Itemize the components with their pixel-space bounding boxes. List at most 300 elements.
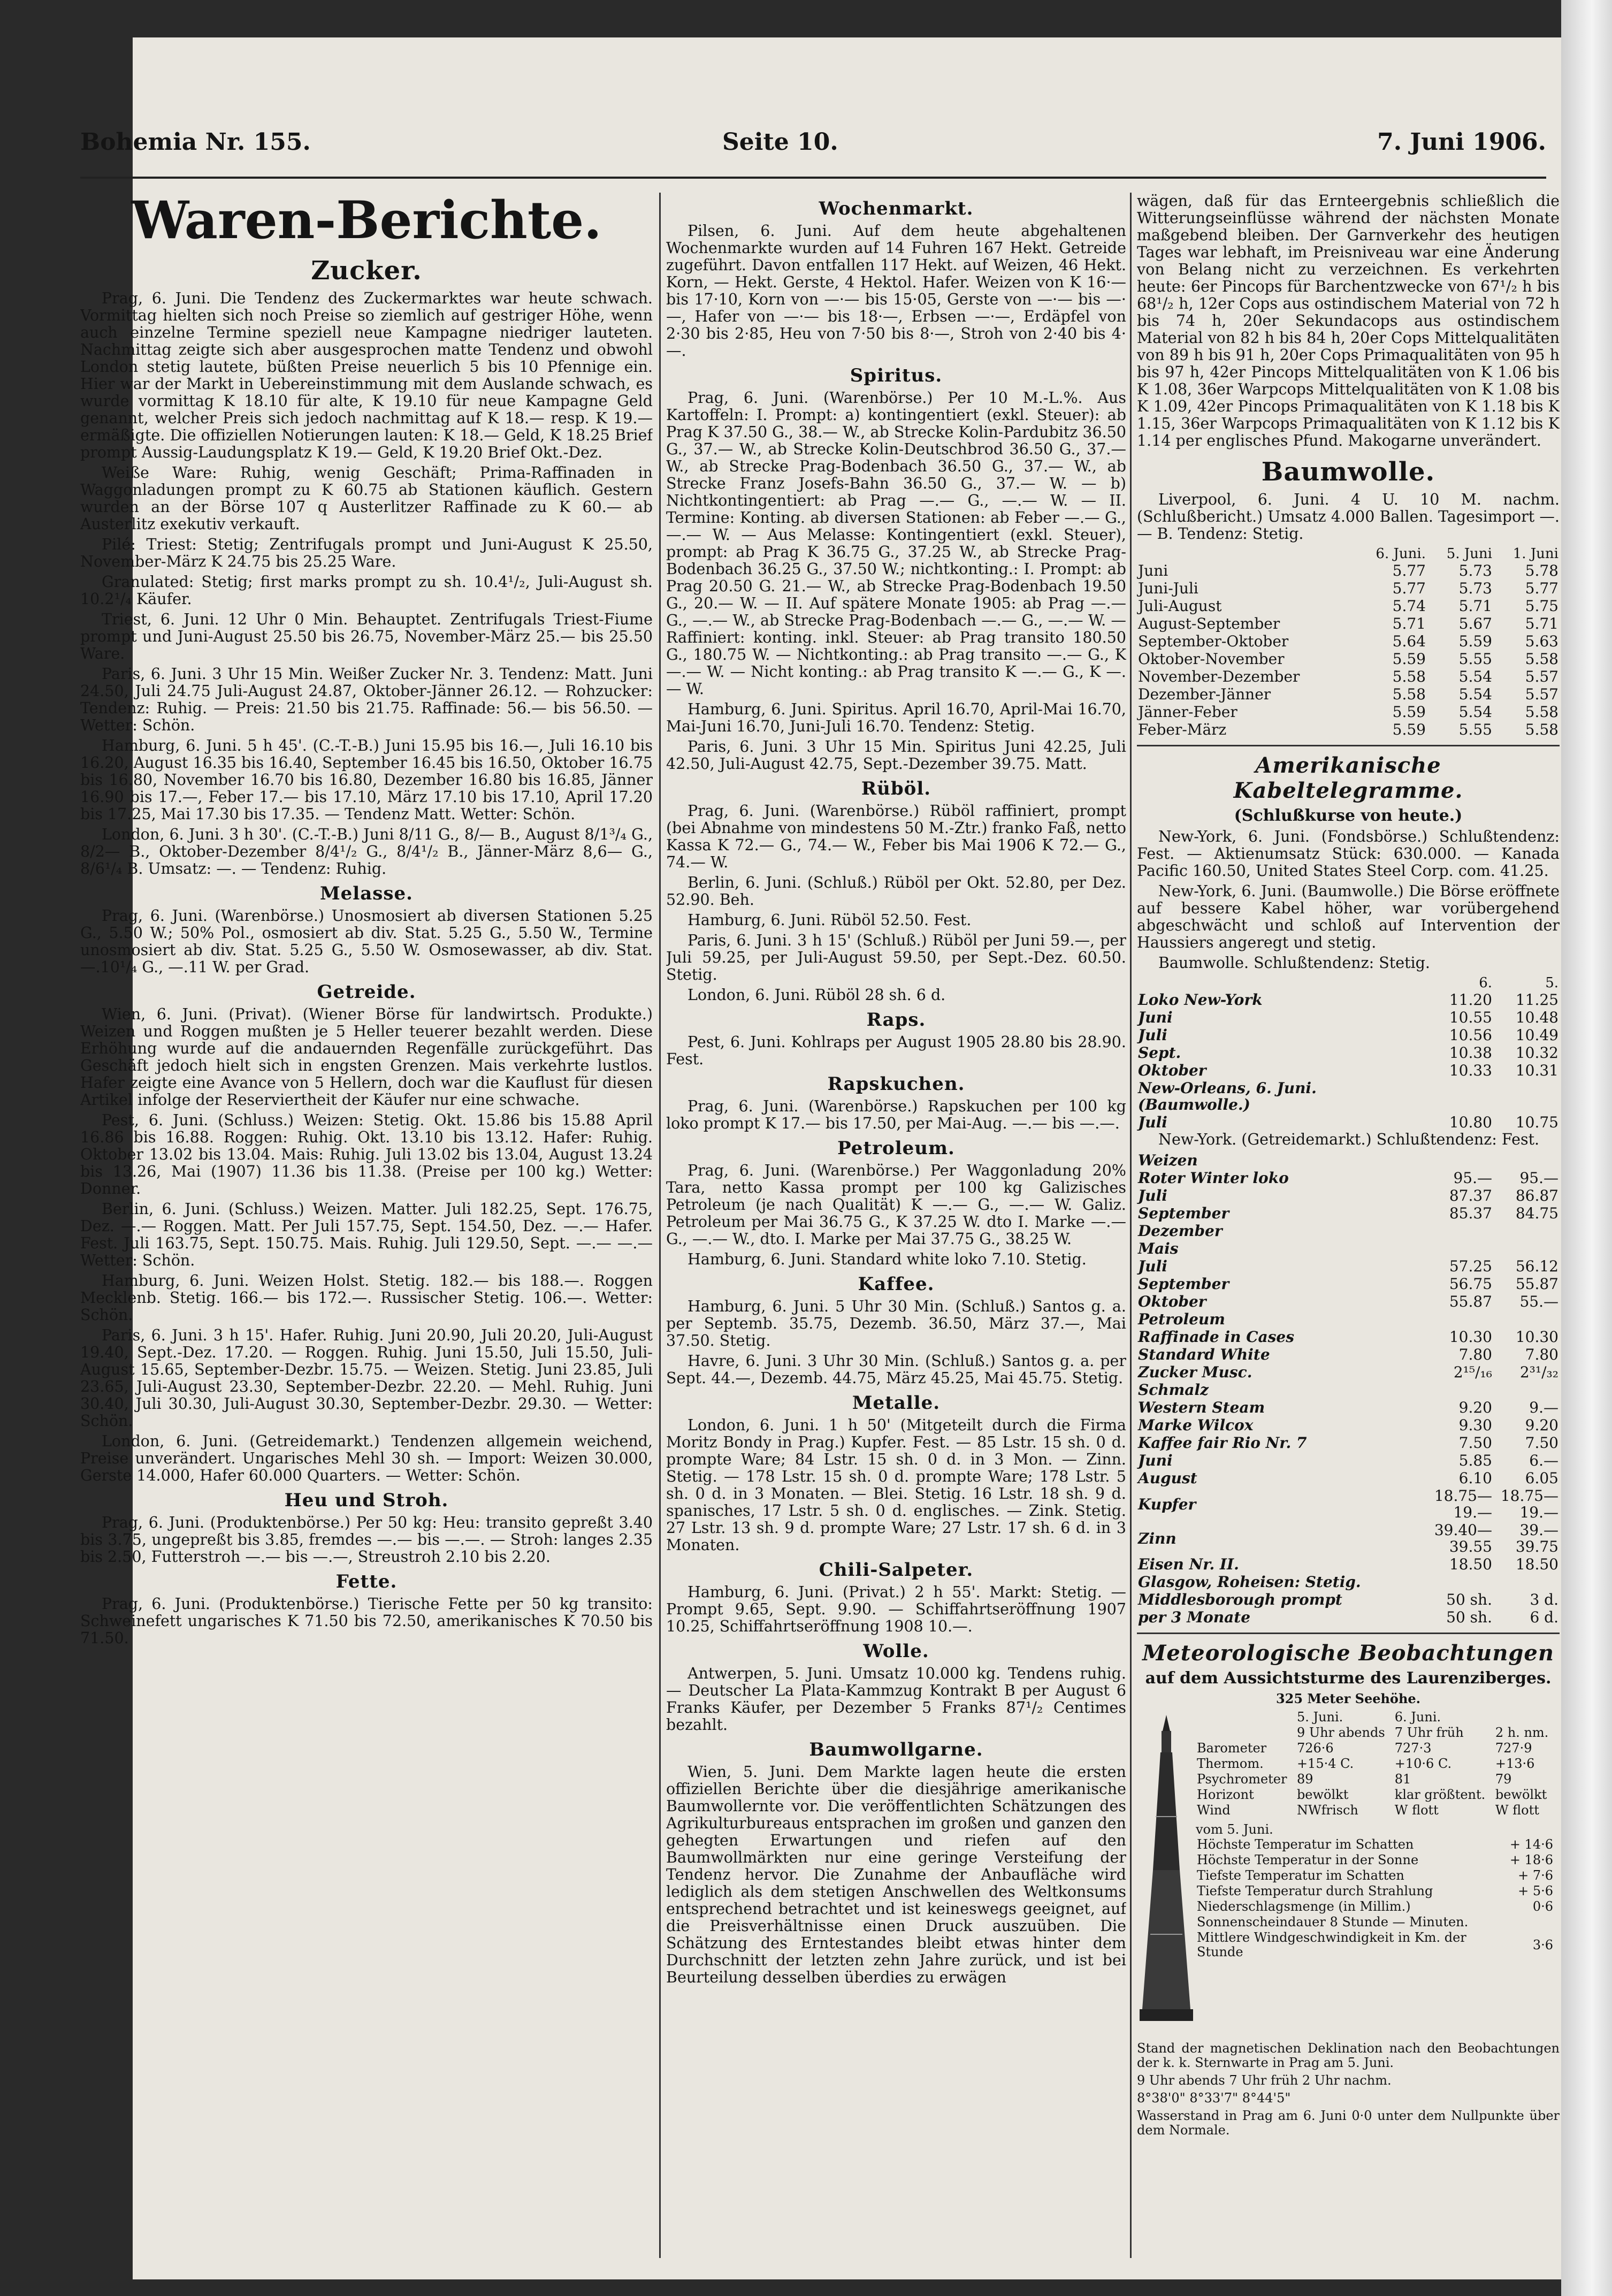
- article-paragraph: Antwerpen, 5. Juni. Umsatz 10.000 kg. Tendens ruhig. — Deutscher La Plata-Kammzug Kontrakt B per August 6 Franks Käufer, per Dezember 5 Franks 87¹/₂ Centimes bezahlt.: [666, 1665, 1126, 1734]
- article-paragraph: London, 6. Juni. 3 h 30'. (C.-T.-B.) Juni 8/11 G., 8/— B., August 8/1³/₄ G., 8/2— B., Oktober-Dezember 8/4¹/₂ G., 8/4¹/₂ B., Jänner-März 8,6— G., 8/6¹/₄ B. Umsatz: —. — Tendenz: Ruhig.: [80, 826, 653, 878]
- table-header: 1. Juni: [1512, 546, 1558, 562]
- table-row: [1137, 685, 1560, 703]
- table-cell: Tiefste Temperatur im Schatten: [1197, 1868, 1404, 1883]
- table-row: [1137, 1608, 1560, 1626]
- table-cell: 95.—: [1453, 1169, 1492, 1187]
- table-cell: 727·9: [1495, 1741, 1532, 1756]
- table-row: [1137, 1026, 1560, 1044]
- table-cell: 9.30: [1458, 1416, 1492, 1434]
- section-petroleum: Petroleum.: [837, 1138, 955, 1159]
- table-cell: 5.55: [1458, 650, 1492, 668]
- masthead: Waren-Berichte.: [131, 193, 602, 250]
- table-row: [1137, 721, 1560, 738]
- table-cell: bewölkt: [1495, 1787, 1547, 1802]
- section-wochenmarkt: Wochenmarkt.: [819, 198, 974, 219]
- table-row: [1137, 615, 1560, 632]
- table-cell: + 5·6: [1518, 1883, 1553, 1898]
- weather-panel: [1137, 1710, 1560, 2041]
- table-cell: Juli-August: [1138, 597, 1222, 615]
- met-col: 2 h. nm.: [1495, 1725, 1549, 1740]
- table-cell: 10.56: [1449, 1026, 1492, 1044]
- table-cell: Oktober: [1138, 1293, 1206, 1310]
- table-cell: Glasgow, Roheisen: Stetig.: [1138, 1573, 1361, 1591]
- article-paragraph: New-York. (Getreidemarkt.) Schlußtendenz: Fest.: [1158, 1131, 1540, 1148]
- table-row: [1137, 579, 1560, 597]
- table-row: [1196, 1852, 1554, 1868]
- table-row: [1137, 1222, 1560, 1240]
- met-footnote: 8°38'0" 8°33'7" 8°44'5": [1137, 2091, 1291, 2106]
- table-cell: 7.50: [1525, 1434, 1558, 1452]
- met-col: 5. Juni.: [1296, 1710, 1343, 1725]
- table-row: [1137, 1363, 1560, 1381]
- table-cell: [1493, 1381, 1560, 1399]
- table-cell: 50 sh.: [1446, 1608, 1492, 1626]
- table-cell: Zucker Musc.: [1138, 1363, 1252, 1381]
- scan-edge: [1561, 0, 1612, 2296]
- table-cell: 5.57: [1525, 668, 1558, 685]
- table-cell: Schmalz: [1138, 1381, 1209, 1399]
- table-row: [1137, 1555, 1560, 1573]
- section-melasse: Melasse.: [320, 883, 413, 904]
- article-paragraph: Paris, 6. Juni. 3 Uhr 15 Min. Weißer Zucker Nr. 3. Tendenz: Matt. Juni 24.50, Juli 24.75 Juli-August 24.87, Oktober-Jänner 26.12. — Rohzucker: Tendenz: Ruhig. — Preis: 21.50 bis 21.75. Raffinade: 56.— bis 56.50. — Wetter: Schön.: [80, 665, 653, 734]
- article-paragraph: Wien, 6. Juni. (Privat). (Wiener Börse für landwirtsch. Produkte.) Weizen und Roggen mußten je 5 Heller teuerer bezahlt werden. Diese Erhöhung wurde auf die andauernden Regenfälle zurückgeführt. Das Geschäft jedoch hielt sich in engsten Grenzen. Mais verkehrte lustlos. Hafer zeigte eine Avance von 5 Hellern, doch war die Kauflust für diesen Artikel infolge der Reserviertheit der Käufer nur eine schwache.: [80, 1005, 653, 1109]
- article-paragraph: Pest, 6. Juni. Kohlraps per August 1905 28.80 bis 28.90. Fest.: [666, 1033, 1126, 1068]
- table-row: [1137, 1591, 1560, 1608]
- table-cell: [1427, 1079, 1493, 1113]
- section-baumwolle: Baumwolle.: [1261, 457, 1435, 487]
- table-cell: 79: [1495, 1772, 1512, 1787]
- table-cell: 5.58: [1525, 650, 1558, 668]
- table-cell: [1493, 1310, 1560, 1328]
- table-cell: Barometer: [1197, 1741, 1267, 1756]
- section-rule: [1137, 1633, 1560, 1634]
- table-cell: Niederschlagsmenge (in Millim.): [1197, 1899, 1411, 1914]
- table-cell: 7.50: [1458, 1434, 1492, 1452]
- header-rule: [80, 177, 1546, 179]
- table-row: [1137, 1240, 1560, 1257]
- table-row: [1196, 1772, 1554, 1787]
- section-rueboel: Rüböl.: [861, 778, 931, 799]
- table-cell: 81: [1394, 1772, 1411, 1787]
- baumwolle-table: [1137, 546, 1560, 738]
- table-cell: 726·6: [1296, 1741, 1334, 1756]
- table-cell: 56.75: [1449, 1275, 1492, 1293]
- section-heu: Heu und Stroh.: [284, 1490, 449, 1511]
- table-cell: Sept.: [1138, 1044, 1181, 1062]
- table-row: [1137, 1257, 1560, 1275]
- table-cell: 18.50: [1515, 1555, 1558, 1573]
- table-cell: [1427, 1151, 1493, 1169]
- table-cell: September: [1138, 1275, 1229, 1293]
- met-footnote: Stand der magnetischen Deklination nach den Beobachtungen der k. k. Sternwarte in Prag am 5. Juni.: [1137, 2041, 1560, 2070]
- table-cell: [1493, 1079, 1560, 1113]
- table-cell: 18.75—19.—: [1434, 1487, 1492, 1521]
- table-row: [1137, 1469, 1560, 1487]
- table-cell: per 3 Monate: [1138, 1608, 1251, 1626]
- table-cell: [1493, 1151, 1560, 1169]
- met-col: 9 Uhr abends: [1296, 1725, 1385, 1740]
- article-paragraph: Paris, 6. Juni. 3 h 15' (Schluß.) Rüböl per Juni 59.—, per Juli 59.25, per Juli-August 59.50, per Sept.-Dez. 60.50. Stetig.: [666, 932, 1126, 983]
- table-cell: Zinn: [1138, 1529, 1176, 1547]
- met-col: 7 Uhr früh: [1394, 1725, 1464, 1740]
- table-cell: 5.59: [1392, 703, 1426, 721]
- column-1: [80, 193, 653, 2258]
- table-cell: Horizont: [1197, 1787, 1254, 1802]
- table-cell: 5.59: [1458, 632, 1492, 650]
- article-paragraph: Pilsen, 6. Juni. Auf dem heute abgehaltenen Wochenmarkte wurden auf 14 Fuhren 167 Hekt. Getreide zugeführt. Davon entfallen 117 Hekt. auf Weizen, 46 Hekt. Korn, — Hekt. Gerste, 4 Hektol. Hafer. Weizen von K 16·— bis 17·10, Korn von —·— bis 15·05, Gerste von —·— bis —·—, Hafer von —·— bis 18·—, Erbsen —·—, Erdäpfel von 2·30 bis 2·85, Heu von 7·50 bis 8·—, Stroh von 2·40 bis 4·—.: [666, 222, 1126, 360]
- table-row: [1137, 562, 1560, 579]
- table-row: [1196, 1741, 1554, 1756]
- table-row: [1137, 1381, 1560, 1399]
- table-cell: Juli: [1138, 1257, 1167, 1275]
- table-cell: August: [1138, 1469, 1197, 1487]
- table-header: 5. Juni: [1446, 546, 1492, 562]
- table-row: [1196, 1899, 1554, 1914]
- table-cell: 5.54: [1458, 703, 1492, 721]
- table-cell: [1493, 1573, 1560, 1591]
- table-cell: Thermom.: [1197, 1756, 1264, 1771]
- table-cell: 727·3: [1394, 1741, 1432, 1756]
- table-cell: 5.77: [1525, 579, 1558, 597]
- table-cell: 85.37: [1449, 1204, 1492, 1222]
- table-cell: [1427, 1310, 1493, 1328]
- table-row: [1137, 1399, 1560, 1416]
- section-rapskuchen: Rapskuchen.: [827, 1073, 965, 1095]
- table-cell: bewölkt: [1296, 1787, 1349, 1802]
- article-paragraph: Wien, 5. Juni. Dem Markte lagen heute die ersten offiziellen Berichte über die diesjährige amerikanische Baumwollernte vor. Die veröffentlichten Schätzungen des Agrikulturbureaus entsprachen im großen und ganzen den gehegten Erwartungen und riefen auf den Baumwollmärkten nur eine geringe Versteifung der Tendenz hervor. Die Zunahme der Anbaufläche wird lediglich als dem stetigen Anschwellen des Weltkonsums entsprechend betrachtet und ist keineswegs geeignet, auf die Preisverhältnisse einen Druck auszuüben. Die Schätzung des Erntestandes bleibt etwas hinter dem Durchschnitt der letzten zehn Jahre zurück, und ist bei Beurteilung desselben überdies zu erwägen: [666, 1763, 1126, 1986]
- table-cell: 55.87: [1449, 1293, 1492, 1310]
- table-cell: 5.85: [1458, 1452, 1492, 1469]
- met-subtitle-2: 325 Meter Seehöhe.: [1275, 1691, 1421, 1706]
- article-paragraph: Pest, 6. Juni. (Schluss.) Weizen: Stetig. Okt. 15.86 bis 15.88 April 16.86 bis 16.88. Roggen: Ruhig. Okt. 13.10 bis 13.12. Hafer: Ruhig. Oktober 13.02 bis 13.04. Mais: Ruhig. Juli 13.02 bis 13.04, August 13.24 bis 13.26, Mai (1907) 11.36 bis 11.38. (Preise per 100 kg.) Wetter: Donner.: [80, 1111, 653, 1197]
- table-row: [1137, 1521, 1560, 1555]
- table-cell: 5.71: [1392, 615, 1426, 632]
- table-cell: 55.87: [1515, 1275, 1558, 1293]
- article-paragraph: Weiße Ware: Ruhig, wenig Geschäft; Prima-Raffinaden in Waggonladungen prompt zu K 60.75 ab Stationen käuflich. Gestern wurden an der Börse 107 q Austerlitzer Raffinade zu K 60.— ab Austerlitz exekutiv verkauft.: [80, 464, 653, 533]
- table-row: [1137, 650, 1560, 668]
- article-paragraph: New-York, 6. Juni. (Fondsbörse.) Schlußtendenz: Fest. — Aktienumsatz Stück: 630.000. — Kanada Pacific 160.50, United States Steel Corp. com. 41.25.: [1137, 828, 1560, 880]
- table-cell: 5.74: [1392, 597, 1426, 615]
- table-cell: 57.25: [1449, 1257, 1492, 1275]
- column-2: [666, 193, 1126, 2258]
- table-cell: 10.55: [1449, 1009, 1492, 1026]
- met-summary-title: vom 5. Juni.: [1196, 1822, 1273, 1837]
- article-paragraph: Triest, 6. Juni. 12 Uhr 0 Min. Behauptet. Zentrifugals Triest-Fiume prompt und Juni-August 25.50 bis 26.75, November-März 25.— bis 25.50 Ware.: [80, 611, 653, 662]
- table-cell: [1493, 1240, 1560, 1257]
- table-row: [1137, 1310, 1560, 1328]
- table-cell: Roter Winter loko: [1138, 1169, 1289, 1187]
- table-cell: [1427, 1573, 1493, 1591]
- article-paragraph: Liverpool, 6. Juni. 4 U. 10 M. nachm. (Schlußbericht.) Umsatz 4.000 Ballen. Tagesimport —.— B. Tendenz: Stetig.: [1137, 491, 1560, 543]
- table-row: [1137, 1187, 1560, 1204]
- table-row: [1196, 1868, 1554, 1883]
- table-header: 6. Juni.: [1376, 546, 1426, 562]
- table-cell: Western Steam: [1138, 1399, 1265, 1416]
- table-cell: 5.67: [1458, 615, 1492, 632]
- col-head: 5.: [1545, 975, 1558, 991]
- table-row: [1137, 668, 1560, 685]
- col-head: 6.: [1479, 975, 1492, 991]
- table-cell: 10.33: [1449, 1062, 1492, 1079]
- table-row: [1137, 1169, 1560, 1187]
- table-row: [1137, 1293, 1560, 1310]
- table-cell: [1427, 1222, 1493, 1240]
- table-cell: +15·4 C.: [1296, 1756, 1354, 1771]
- table-cell: 5.73: [1458, 562, 1492, 579]
- table-row: [1137, 1487, 1560, 1521]
- table-cell: 10.48: [1515, 1009, 1558, 1026]
- table-cell: Eisen Nr. II.: [1138, 1555, 1239, 1573]
- table-cell: 5.64: [1392, 632, 1426, 650]
- article-paragraph: Berlin, 6. Juni. (Schluß.) Rüböl per Okt. 52.80, per Dez. 52.90. Beh.: [666, 874, 1126, 909]
- section-zucker: Zucker.: [311, 256, 422, 286]
- section-meteorologie: Meteorologische Beobachtungen: [1142, 1641, 1554, 1666]
- table-cell: Juni: [1138, 1009, 1173, 1026]
- table-cell: [1493, 1222, 1560, 1240]
- table-cell: 6.—: [1529, 1452, 1558, 1469]
- section-raps: Raps.: [866, 1009, 926, 1031]
- table-cell: 39.—39.75: [1515, 1521, 1558, 1555]
- table-cell: 10.80: [1449, 1113, 1492, 1131]
- table-cell: 5.78: [1525, 562, 1558, 579]
- article-paragraph: Prag, 6. Juni. (Produktenbörse.) Tierische Fette per 50 kg transito: Schweinefett ungarisches K 71.50 bis 72.50, amerikanisches K 70.50 bis 71.50.: [80, 1595, 653, 1647]
- table-cell: klar größtent.: [1394, 1787, 1486, 1802]
- table-row: [1137, 632, 1560, 650]
- table-cell: 10.75: [1515, 1113, 1558, 1131]
- table-cell: 5.58: [1392, 685, 1426, 703]
- table-cell: Juli: [1138, 1113, 1167, 1131]
- table-row: [1137, 1573, 1560, 1591]
- table-cell: 6.10: [1458, 1469, 1492, 1487]
- article-paragraph: London, 6. Juni. 1 h 50' (Mitgeteilt durch die Firma Moritz Bondy in Prag.) Kupfer. Fest. — 85 Lstr. 15 sh. 0 d. prompte Ware; 84 Lstr. 15 sh. 0 d. in 3 Mon. — Zinn. Stetig. — 178 Lstr. 15 sh. 0 d. prompte Ware; 178 Lstr. 5 sh. 0 d. in 3 Monaten. — Blei. Stetig. 16 Lstr. 18 sh. 9 d. spanisches, 17 Lstr. 5 sh. 0 d. englisches. — Zink. Stetig. 27 Lstr. 13 sh. 9 d. prompte Ware; 27 Lstr. 17 sh. 6 d. in 3 Monaten.: [666, 1416, 1126, 1554]
- table-cell: Weizen: [1138, 1151, 1198, 1169]
- header-issue: Bohemia Nr. 155.: [80, 128, 311, 156]
- table-cell: Raffinade in Cases: [1138, 1328, 1295, 1346]
- table-cell: 10.30: [1515, 1328, 1558, 1346]
- table-row: [1137, 1416, 1560, 1434]
- table-cell: 56.12: [1515, 1257, 1558, 1275]
- table-cell: 5.58: [1525, 721, 1558, 738]
- table-cell: 9.20: [1525, 1416, 1558, 1434]
- table-cell: +10·6 C.: [1394, 1756, 1452, 1771]
- table-row: [1137, 597, 1560, 615]
- table-cell: 18.50: [1449, 1555, 1492, 1573]
- table-cell: Oktober: [1138, 1062, 1206, 1079]
- table-cell: Höchste Temperatur im Schatten: [1197, 1837, 1414, 1852]
- observation-tower-icon: [1137, 1710, 1196, 2041]
- table-cell: 5.77: [1392, 579, 1426, 597]
- table-row: [1137, 1062, 1560, 1079]
- article-paragraph: Berlin, 6. Juni. (Schluss.) Weizen. Matter. Juli 182.25, Sept. 176.75, Dez. —.— Roggen. Matt. Per Juli 157.75, Sept. 154.50, Dez. —.— Hafer. Fest. Juli 163.75, Sept. 150.75. Mais. Ruhig. Juli 129.50, Sept. —.— —.— Wetter: Schön.: [80, 1200, 653, 1269]
- table-cell: Mittlere Windgeschwindigkeit in Km. der Stunde: [1197, 1930, 1466, 1959]
- article-paragraph: London, 6. Juni. (Getreidemarkt.) Tendenzen allgemein weichend, Preise unverändert. Ungarisches Mehl 30 sh. — Import: Weizen 30.000, Gerste 14.000, Hafer 60.000 Quarters. — Wetter: Schön.: [80, 1432, 653, 1484]
- table-cell: 84.75: [1515, 1204, 1558, 1222]
- article-paragraph: Hamburg, 6. Juni. Weizen Holst. Stetig. 182.— bis 188.—. Roggen Mecklenb. Stetig. 166.— bis 172.—. Russischer Stetig. 106.—. Wetter: Schön.: [80, 1272, 653, 1324]
- table-row: [1137, 1275, 1560, 1293]
- table-cell: Juni: [1138, 562, 1168, 579]
- met-data: [1196, 1710, 1554, 1960]
- table-cell: W flott: [1394, 1803, 1439, 1818]
- table-cell: 6 d.: [1530, 1608, 1558, 1626]
- article-paragraph: Hamburg, 6. Juni. 5 h 45'. (C.-T.-B.) Juni 15.95 bis 16.—, Juli 16.10 bis 16.20, August 16.35 bis 16.40, September 16.45 bis 16.50, Oktober 16.75 bis 16.80, November 16.70 bis 16.80, Dezember 16.80 bis 16.85, Jänner 16.90 bis 17.—, Feber 17.— bis 17.10, März 17.10 bis 17.10, April 17.20 bis 17.25, Mai 17.30 bis 17.35. — Tendenz Matt. Wetter: Schön.: [80, 737, 653, 823]
- section-fette: Fette.: [335, 1571, 398, 1592]
- table-cell: Petroleum: [1138, 1310, 1225, 1328]
- article-paragraph: Prag, 6. Juni. (Warenbörse.) Rüböl raffiniert, prompt (bei Abnahme von mindestens 50 M.-Ztr.) franko Faß, netto Kassa K 72.— G., 74.— W., Feber bis Mai 1906 K 72.— G., 74.— W.: [666, 802, 1126, 871]
- table-cell: 11.20: [1449, 991, 1492, 1009]
- section-wolle: Wolle.: [863, 1641, 929, 1662]
- table-row: [1137, 1346, 1560, 1363]
- table-cell: 50 sh.: [1446, 1591, 1492, 1608]
- table-cell: 7.80: [1525, 1346, 1558, 1363]
- table-cell: Wind: [1197, 1803, 1231, 1818]
- table-row: [1137, 1328, 1560, 1346]
- met-footnote: 9 Uhr abends 7 Uhr früh 2 Uhr nachm.: [1137, 2073, 1392, 2088]
- table-cell: Oktober-November: [1138, 650, 1285, 668]
- article-paragraph: Hamburg, 6. Juni. 5 Uhr 30 Min. (Schluß.) Santos g. a. per Septemb. 35.75, Dezemb. 36.50, März 37.—, Mai 37.50. Stetig.: [666, 1298, 1126, 1349]
- table-cell: 55.—: [1519, 1293, 1558, 1310]
- table-cell: Kaffee fair Rio Nr. 7: [1138, 1434, 1307, 1452]
- table-cell: W flott: [1495, 1803, 1539, 1818]
- kabel-table-2: [1137, 1151, 1560, 1626]
- table-row: [1137, 703, 1560, 721]
- table-cell: 5.73: [1458, 579, 1492, 597]
- table-cell: Höchste Temperatur in der Sonne: [1197, 1852, 1419, 1867]
- table-cell: 3·6: [1532, 1937, 1553, 1952]
- table-row: [1196, 1787, 1554, 1803]
- table-cell: 3 d.: [1530, 1591, 1558, 1608]
- table-cell: 6.05: [1525, 1469, 1558, 1487]
- table-cell: 10.38: [1449, 1044, 1492, 1062]
- table-cell: 5.71: [1458, 597, 1492, 615]
- table-row: [1196, 1930, 1554, 1960]
- table-row: [1137, 1079, 1560, 1113]
- article-paragraph: Pilé: Triest: Stetig; Zentrifugals prompt und Juni-August K 25.50, November-März K 24.75 bis 25.25 Ware.: [80, 536, 653, 570]
- table-cell: 9.—: [1529, 1399, 1558, 1416]
- section-baumwollgarne: Baumwollgarne.: [809, 1739, 983, 1760]
- table-header: [1137, 546, 1361, 562]
- table-row: [1196, 1803, 1554, 1818]
- met-table: [1196, 1710, 1554, 1818]
- running-head: [80, 118, 1546, 166]
- table-cell: September-Oktober: [1138, 632, 1289, 650]
- table-cell: 5.77: [1392, 562, 1426, 579]
- kabel-subtitle: (Schlußkurse von heute.): [1234, 806, 1463, 825]
- table-cell: 86.87: [1515, 1187, 1558, 1204]
- table-cell: Dezember-Jänner: [1138, 685, 1271, 703]
- table-cell: 89: [1296, 1772, 1313, 1787]
- table-cell: 18.75—19.—: [1500, 1487, 1558, 1521]
- table-cell: Juni: [1138, 1452, 1173, 1469]
- table-cell: 10.32: [1515, 1044, 1558, 1062]
- table-row: [1137, 1452, 1560, 1469]
- article-paragraph: Hamburg, 6. Juni. (Privat.) 2 h 55'. Markt: Stetig. — Prompt 9.65, Sept. 9.90. — Schiffahrtseröffnung 1907 10.25, Schiffahrtseröffnung 1908 10.—.: [666, 1583, 1126, 1635]
- table-cell: NWfrisch: [1296, 1803, 1358, 1818]
- article-paragraph: Granulated: Stetig; first marks prompt zu sh. 10.4¹/₂, Juli-August sh. 10.2¹/₄ Käufer.: [80, 573, 653, 608]
- column-rule-2: [1130, 193, 1132, 2258]
- table-cell: Juni-Juli: [1138, 579, 1198, 597]
- table-cell: 5.75: [1525, 597, 1558, 615]
- table-cell: 95.—: [1519, 1169, 1558, 1187]
- table-cell: [1427, 1240, 1493, 1257]
- section-rule: [1137, 745, 1560, 746]
- column-rule-1: [659, 193, 661, 2258]
- table-cell: [1427, 1381, 1493, 1399]
- article-paragraph: Prag, 6. Juni. (Warenbörse.) Unosmosiert ab diversen Stationen 5.25 G., 5.50 W.; 50% Pol., osmosiert ab div. Stat. 5.25 G., 5.50 W., Termine unosmosiert ab div. Stat. 5.25 G., 5.50 W. Osmosewasser, ab div. Stat. —.10¹/₄ G., —.11 W. per Grad.: [80, 907, 653, 976]
- section-kabeltelegramme: Amerikanische Kabeltelegramme.: [1233, 753, 1463, 803]
- article-paragraph: Paris, 6. Juni. 3 Uhr 15 Min. Spiritus Juni 42.25, Juli 42.50, Juli-August 42.75, Sept.-Dezember 39.75. Matt.: [666, 738, 1126, 773]
- table-cell: 5.55: [1458, 721, 1492, 738]
- table-row: [1137, 1151, 1560, 1169]
- table-cell: 5.59: [1392, 650, 1426, 668]
- met-summary: [1196, 1837, 1554, 1960]
- table-cell: [1488, 1914, 1554, 1930]
- table-cell: Feber-März: [1138, 721, 1227, 738]
- table-cell: August-September: [1138, 615, 1280, 632]
- table-row: [1196, 1837, 1554, 1852]
- table-cell: + 18·6: [1509, 1852, 1553, 1867]
- table-cell: Standard White: [1138, 1346, 1270, 1363]
- table-cell: 5.63: [1525, 632, 1558, 650]
- article-paragraph: New-York, 6. Juni. (Baumwolle.) Die Börse eröffnete auf bessere Kabel höher, war vorübergehend abgeschwächt und schloß auf Intervention der Haussiers angeregt und stetig.: [1137, 882, 1560, 951]
- article-paragraph: Baumwolle. Schlußtendenz: Stetig.: [1158, 954, 1430, 972]
- table-cell: 10.49: [1515, 1026, 1558, 1044]
- table-cell: 5.58: [1525, 703, 1558, 721]
- met-col: 6. Juni.: [1394, 1710, 1441, 1725]
- section-metalle: Metalle.: [852, 1392, 941, 1414]
- table-row: [1137, 1204, 1560, 1222]
- table-cell: 0·6: [1532, 1899, 1553, 1914]
- kabel-table-1: [1137, 975, 1560, 1131]
- table-cell: New-Orleans, 6. Juni. (Baumwolle.): [1138, 1079, 1317, 1113]
- article-paragraph: London, 6. Juni. Rüböl 28 sh. 6 d.: [687, 986, 946, 1004]
- table-cell: Psychrometer: [1197, 1772, 1287, 1787]
- table-cell: 39.40—39.55: [1434, 1521, 1492, 1555]
- table-cell: Jänner-Feber: [1138, 703, 1237, 721]
- table-row: [1196, 1883, 1554, 1899]
- table-cell: Marke Wilcox: [1138, 1416, 1254, 1434]
- table-row: [1196, 1914, 1554, 1930]
- header-date: 7. Juni 1906.: [1377, 128, 1546, 156]
- table-row: [1137, 1113, 1560, 1131]
- table-cell: Mais: [1138, 1240, 1179, 1257]
- table-row: [1196, 1756, 1554, 1772]
- article-paragraph: wägen, daß für das Ernteergebnis schließlich die Witterungseinflüsse während der nächsten Monate maßgebend bleiben. Der Garnverkehr des heutigen Tages war lebhaft, im Preisniveau war eine Änderung von Belang nicht zu verzeichnen. Es verkehrten heute: 6er Pincops für Barchentzwecke von 67¹/₂ h bis 68¹/₂ h, 12er Cops aus ostindischem Material von 72 h bis 74 h, 20er Sekundacops aus ostindischem Material von 82 h bis 84 h, 20er Cops Mittelqualitäten von 89 h bis 91 h, 20er Cops Primaqualitäten von 95 h bis 97 h, 42er Pincops Mittelqualitäten von K 1.06 bis K 1.08, 36er Warpcops Mittelqualitäten von K 1.08 bis K 1.09, 42er Pincops Primaqualitäten von K 1.18 bis K 1.15, 36er Warpcops Primaqualitäten von K 1.12 bis K 1.14 per englisches Pfund. Makogarne unverändert.: [1137, 193, 1560, 449]
- table-cell: 11.25: [1515, 991, 1558, 1009]
- article-paragraph: Prag, 6. Juni. (Warenbörse.) Rapskuchen per 100 kg loko prompt K 17.— bis 17.50, per Mai-Aug. —.— bis —.—.: [666, 1097, 1126, 1132]
- met-footnote: Wasserstand in Prag am 6. Juni 0·0 unter dem Nullpunkte über dem Normale.: [1137, 2108, 1560, 2138]
- table-cell: Tiefste Temperatur durch Strahlung: [1197, 1883, 1433, 1898]
- section-spiritus: Spiritus.: [850, 365, 943, 386]
- table-cell: 9.20: [1458, 1399, 1492, 1416]
- table-cell: + 7·6: [1518, 1868, 1553, 1883]
- article-paragraph: Hamburg, 6. Juni. Spiritus. April 16.70, April-Mai 16.70, Mai-Juni 16.70, Juni-Juli 16.70. Tendenz: Stetig.: [666, 700, 1126, 735]
- table-cell: 5.59: [1392, 721, 1426, 738]
- table-cell: 7.80: [1458, 1346, 1492, 1363]
- table-cell: Sonnenscheindauer 8 Stunde — Minuten.: [1197, 1914, 1469, 1929]
- table-cell: 10.30: [1449, 1328, 1492, 1346]
- table-cell: Loko New-York: [1138, 991, 1263, 1009]
- table-cell: September: [1138, 1204, 1229, 1222]
- article-paragraph: Hamburg, 6. Juni. Standard white loko 7.10. Stetig.: [687, 1250, 1087, 1268]
- table-cell: Juli: [1138, 1187, 1167, 1204]
- article-paragraph: Prag, 6. Juni. (Warenbörse.) Per 10 M.-L.%. Aus Kartoffeln: I. Prompt: a) kontingentiert (exkl. Steuer): ab Prag K 37.50 G., 38.— W., ab Strecke Kolin-Pardubitz 36.50 G., 37.— W., ab Strecke Kolin-Deutschbrod 36.50 G., 37.— W., ab Strecke Prag-Bodenbach 36.50 G., 37.— W., ab Strecke Franz Josefs-Bahn 36.50 G., 37.— W. — b) Nichtkontingentiert: ab Prag —.— G., —.— W. — II. Termine: Konting. ab diversen Stationen: ab Feber —.— G., —.— W. — Aus Melasse: Kontingentiert (exkl. Steuer), prompt: ab Prag K 36.75 G., 37.25 W., ab Strecke Prag-Bodenbach 36.25 G., 37.50 W.; nichtkonting.: I. Prompt: ab Prag 20.50 G. 21.— W., ab Strecke Prag-Bodenbach 19.50 G., 20.— W. — II. Auf spätere Monate 1905: ab Prag —.— G., —.— W., ab Strecke Prag-Bodenbach —.— G., —.— W. — Raffiniert: konting. inkl. Steuer: ab Prag transito 180.50 G., 180.75 W. — Nichtkonting.: ab Prag transito —.— G., K —.— W. — Nicht konting.: ab Prag transito K —.— G., K —.— W.: [666, 389, 1126, 698]
- article-paragraph: Prag, 6. Juni. (Produktenbörse.) Per 50 kg: Heu: transito gepreßt 3.40 bis 3.75, ungepreßt bis 3.85, fremdes —.— bis —.—. — Stroh: langes 2.35 bis 2.50, Futterstroh —.— bis —.—, Streustroh 2.10 bis 2.20.: [80, 1514, 653, 1566]
- table-cell: 5.57: [1525, 685, 1558, 703]
- table-row: [1137, 1044, 1560, 1062]
- table-cell: 2¹⁵/₁₆: [1453, 1363, 1492, 1381]
- table-cell: 87.37: [1449, 1187, 1492, 1204]
- table-row: [1137, 1009, 1560, 1026]
